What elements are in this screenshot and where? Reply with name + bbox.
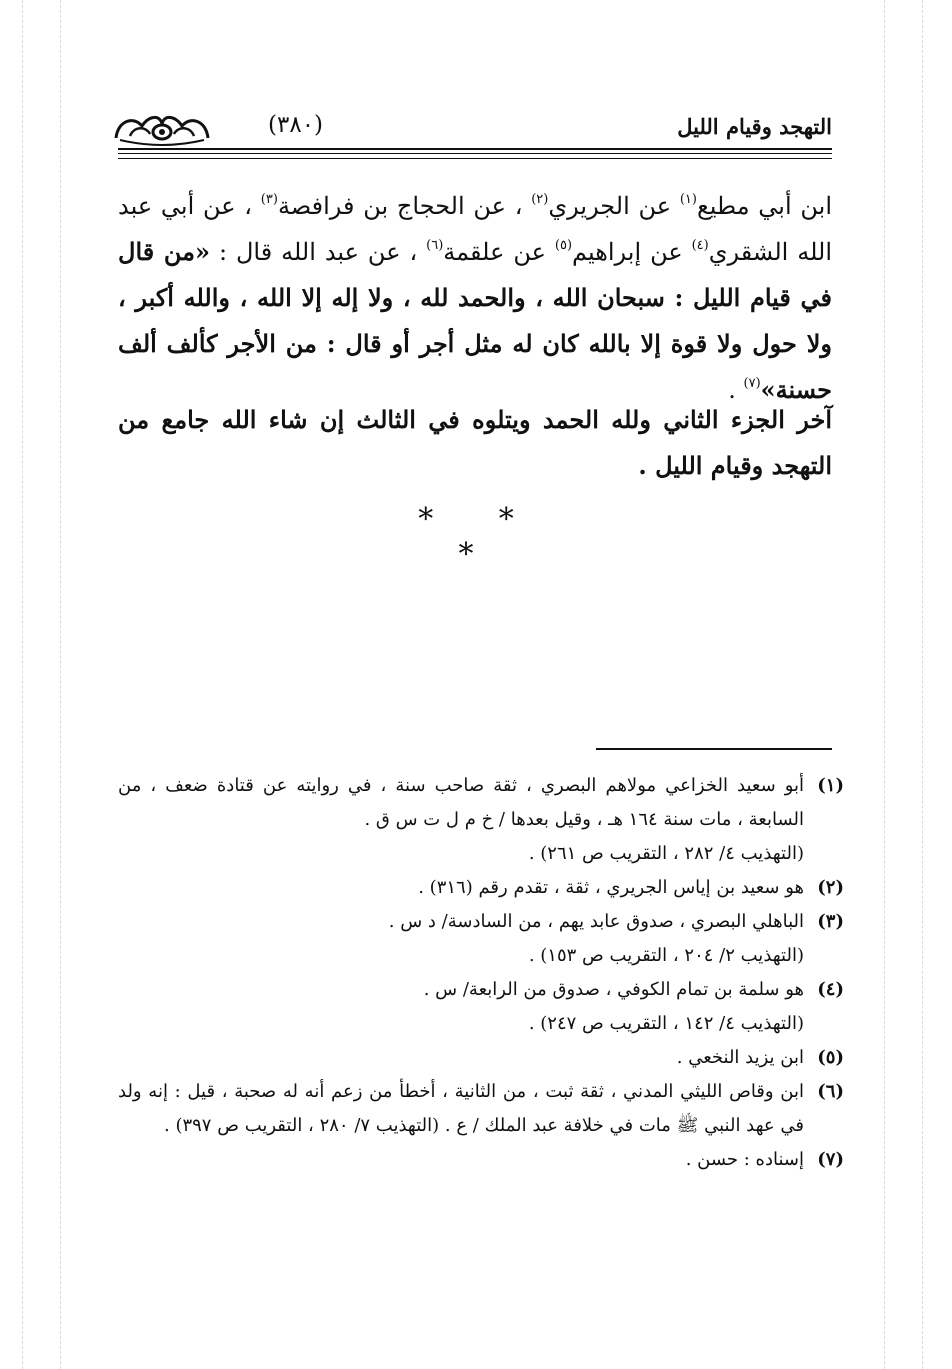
footnote-ref: (٤) — [691, 238, 709, 253]
section-divider: * * * — [418, 502, 542, 572]
frame-line — [884, 0, 885, 1369]
footnote-ref: (٢) — [531, 192, 549, 207]
footnote — [118, 769, 844, 871]
footnote-rule — [596, 748, 832, 750]
footnote-body — [118, 905, 804, 973]
footnote-ref: (٥) — [554, 238, 573, 253]
header-rule — [118, 153, 832, 154]
section-ending: آخر الجزء الثاني ولله الحمد ويتلوه في الثالث إن شاء الله جامع من التهجد وقيام الليل . — [118, 405, 832, 480]
footnote-number: (٤) — [817, 979, 844, 1000]
footnote-number: (٢) — [817, 877, 844, 898]
footnote-text: هو سلمة بن تمام الكوفي ، صدوق من الرابعة/ س . — [423, 979, 804, 1000]
text-segment: ابن أبي مطيع — [696, 192, 832, 220]
footnote-text: هو سعيد بن إياس الجريري ، ثقة ، تقدم رقم (٣١٦) . — [418, 877, 804, 898]
text-segment: ، عن عبد الله قال : — [210, 238, 427, 266]
footnote-text: إسناده : حسن . — [685, 1149, 804, 1170]
footnote-body — [118, 1143, 804, 1177]
footnote — [118, 905, 844, 973]
footnote — [118, 973, 844, 1041]
footnote — [118, 1075, 844, 1143]
text-segment: عن الجريري — [548, 192, 680, 220]
footnote-body — [118, 1075, 804, 1143]
footnote — [118, 1041, 844, 1075]
footnote-text: أبو سعيد الخزاعي مولاهم البصري ، ثقة صاحب سنة ، في روايته عن قتادة ضعف ، من السابعة ، مات سنة ١٦٤ هـ ، وقيل بعدها / خ م ل ت س ق . — [118, 775, 804, 830]
footnote-number: (٣) — [817, 911, 844, 932]
footnote-ref: (٧) — [743, 376, 761, 391]
text-segment: ، عن الحجاج بن فرافصة — [277, 192, 532, 220]
footnote-ref: (٦) — [426, 238, 444, 253]
footnote-ref: (١) — [679, 192, 697, 207]
header-rule — [118, 148, 832, 150]
footnote-number: (١) — [817, 775, 844, 796]
footnote-body — [118, 1041, 804, 1075]
text-segment: عن علقمة — [443, 238, 555, 266]
running-title: التهجد وقيام الليل — [677, 114, 832, 139]
header-rule — [118, 158, 832, 159]
footnote-text: ابن يزيد النخعي . — [676, 1047, 804, 1068]
footnote-reference: (التهذيب ٢/ ٢٠٤ ، التقريب ص ١٥٣) . — [528, 945, 804, 966]
footnote-ref: (٣) — [260, 192, 278, 207]
text-segment: ، عن أبي عبد الله الشقري — [118, 192, 833, 266]
ornament-icon — [112, 110, 212, 146]
footnote-number: (٥) — [817, 1047, 844, 1068]
frame-line — [60, 0, 61, 1369]
frame-line — [22, 0, 23, 1369]
footnote-reference: (التهذيب ٤/ ١٤٢ ، التقريب ص ٢٤٧) . — [528, 1013, 804, 1034]
footnote-body — [118, 973, 804, 1041]
page-header — [118, 108, 832, 148]
footnote-body — [118, 871, 804, 905]
text-segment: عن إبراهيم — [572, 238, 692, 266]
footnote-body — [118, 769, 804, 871]
frame-line — [922, 0, 923, 1369]
footnote-reference: (التهذيب ٤/ ٢٨٢ ، التقريب ص ٢٦١) . — [528, 843, 804, 864]
text-segment: . — [728, 376, 744, 404]
footnote — [118, 871, 844, 905]
footnote-number: (٦) — [817, 1081, 844, 1102]
hadith-quote: «من قال في قيام الليل : سبحان الله ، والحمد لله ، ولا إله إلا الله ، والله أكبر ، ولا حول ولا قوة إلا بالله كان له مثل أجر أو قال : من الأجر كألف ألف حسنة» — [118, 237, 832, 404]
footnote — [118, 1143, 844, 1177]
footnotes — [118, 769, 844, 1177]
footnote-text: الباهلي البصري ، صدوق عابد يهم ، من السادسة/ د س . — [388, 911, 804, 932]
main-paragraph — [118, 183, 832, 413]
footnote-number: (٧) — [817, 1149, 844, 1170]
page-number: (٣٨٠) — [268, 112, 324, 138]
footnote-text: ابن وقاص الليثي المدني ، ثقة ثبت ، من الثانية ، أخطأ من زعم أنه له صحبة ، قيل : إنه ولد في عهد النبي ﷺ مات في خلافة عبد الملك / ع . (التهذيب ٧/ ٢٨٠ ، التقريب ص ٣٩٧) . — [118, 1081, 804, 1136]
